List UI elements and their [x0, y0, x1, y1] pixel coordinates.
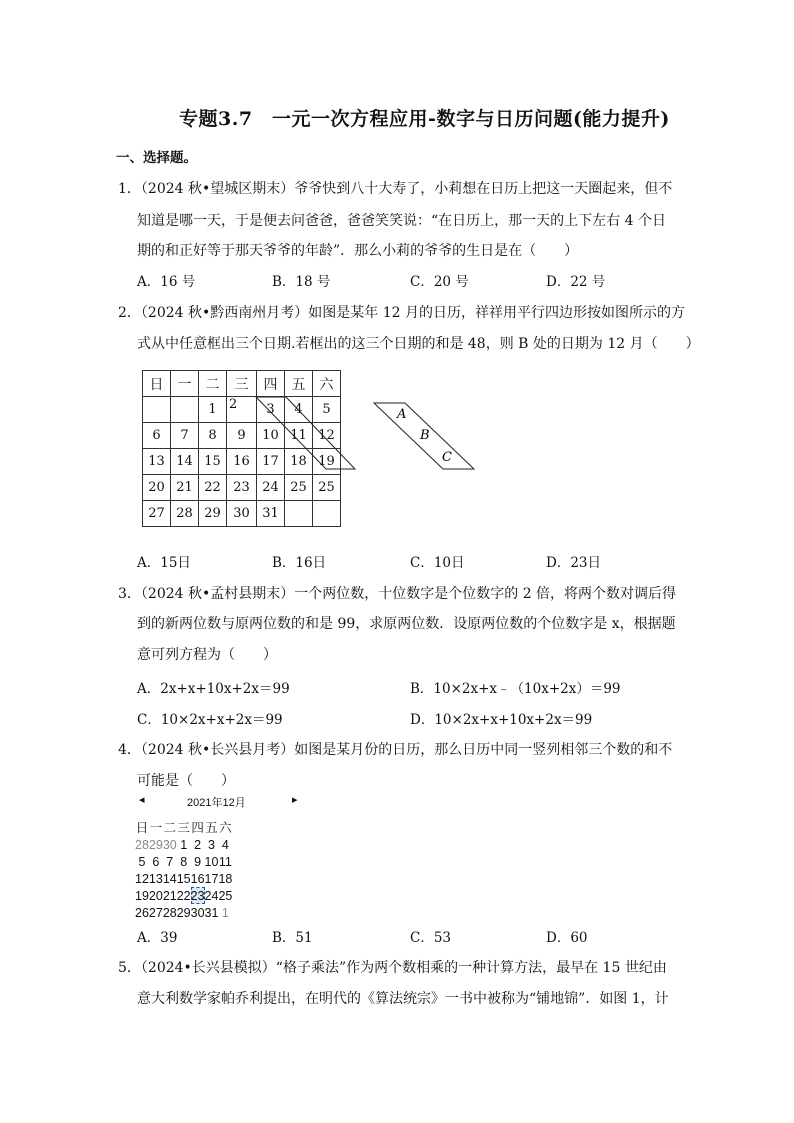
- q4-day[interactable]: 17: [204, 871, 219, 886]
- label-a: A: [397, 407, 407, 422]
- q4-day[interactable]: 8: [180, 854, 188, 869]
- q4-day-selected[interactable]: 23: [190, 888, 205, 903]
- q2-date-cell: 24: [257, 475, 285, 501]
- q2-date-cell: 7: [171, 423, 199, 449]
- q2-date-cell: 25: [313, 475, 341, 501]
- q4-day[interactable]: 7: [166, 854, 174, 869]
- q2-date-cell: 16: [227, 449, 257, 475]
- q2-weekday: 三: [227, 371, 257, 397]
- q4-option-a: A．39: [137, 930, 178, 946]
- q2-date-cell: 5: [313, 397, 341, 423]
- q4-week-row: [135, 853, 232, 870]
- q2-date-cell: 15: [199, 449, 227, 475]
- q2-option-a: A．15日: [137, 555, 191, 571]
- q4-week-row: [135, 887, 232, 904]
- q2-weekday: 一: [171, 371, 199, 397]
- q1-line-3: 期的和正好等于那天爷爷的年龄”．那么小莉的爷爷的生日是在（ ）: [137, 243, 579, 259]
- q4-line-1: 4．（2024 秋•长兴县月考）如图是某月份的日历，那么日历中同一竖列相邻三个数的和不: [118, 742, 673, 758]
- prev-month-icon[interactable]: ◂: [139, 794, 145, 806]
- q2-weekday: 六: [313, 371, 341, 397]
- q4-day[interactable]: 18: [218, 871, 233, 886]
- q1-line-1: 1．（2024 秋•望城区期末）爷爷快到八十大寿了，小莉想在日历上把这一天圈起来，但不: [118, 181, 673, 197]
- q4-weekday: 四: [191, 821, 204, 835]
- q2-date-cell: 8: [199, 423, 227, 449]
- q1-option-c: C．20 号: [410, 274, 469, 290]
- q2-date-cell: 19: [313, 449, 341, 475]
- q4-day[interactable]: 12: [135, 871, 149, 886]
- q4-day[interactable]: 20: [148, 888, 163, 903]
- q4-weekday-row: [135, 818, 232, 836]
- q2-date-cell: 30: [227, 501, 257, 527]
- q4-day[interactable]: 26: [135, 905, 149, 920]
- q2-date-cell: 2: [227, 397, 257, 423]
- q2-date-cell: 14: [171, 449, 199, 475]
- q4-day[interactable]: 27: [148, 905, 163, 920]
- q4-day[interactable]: 3: [208, 837, 215, 852]
- q4-calendar-grid: [135, 818, 232, 921]
- q4-day[interactable]: 15: [176, 871, 191, 886]
- page-title: 专题3.7 一元一次方程应用-数字与日历问题(能力提升): [179, 108, 670, 130]
- q2-date-cell: 18: [285, 449, 313, 475]
- calendar-parallelogram-frame: [256, 397, 355, 469]
- q2-option-b: B．16日: [272, 555, 327, 571]
- q4-day[interactable]: 25: [218, 888, 233, 903]
- q2-date-cell: 25: [285, 475, 313, 501]
- q4-day-other-month[interactable]: 29: [148, 837, 163, 852]
- q4-weekday: 六: [219, 821, 232, 835]
- q4-day-other-month[interactable]: 28: [135, 837, 149, 852]
- q2-date-cell: 1: [199, 397, 227, 423]
- q2-line-1: 2．（2024 秋•黔西南州月考）如图是某年 12 月的日历，祥祥用平行四边形按如图所示的方: [118, 305, 685, 321]
- q4-day[interactable]: 16: [190, 871, 205, 886]
- q2-date-cell: 3: [257, 397, 285, 423]
- q2-date-cell: 13: [143, 449, 171, 475]
- q1-option-b: B．18 号: [272, 274, 331, 290]
- q3-line-1: 3．（2024 秋•孟村县期末）一个两位数，十位数字是个位数字的 2 倍，将两个数对调后得: [118, 586, 677, 602]
- q3-line-3: 意可列方程为（ ）: [137, 647, 277, 663]
- q2-weekday: 五: [285, 371, 313, 397]
- q4-day[interactable]: 2: [194, 837, 202, 852]
- q4-day[interactable]: 30: [190, 905, 205, 920]
- q2-date-cell: 11: [285, 423, 313, 449]
- q2-date-cell: 20: [143, 475, 171, 501]
- q4-day[interactable]: 9: [194, 854, 202, 869]
- q4-calendar-header: [135, 792, 305, 810]
- q4-day[interactable]: 5: [138, 854, 146, 869]
- q2-date-cell: 9: [227, 423, 257, 449]
- q2-weekday: 日: [143, 371, 171, 397]
- q4-weekday: 日: [135, 821, 149, 835]
- q1-option-d: D．22 号: [546, 274, 606, 290]
- q4-weekday: 三: [177, 821, 190, 835]
- q4-day[interactable]: 14: [162, 871, 177, 886]
- q4-day[interactable]: 11: [218, 854, 232, 869]
- q4-day[interactable]: 21: [162, 888, 177, 903]
- q2-date-cell: 12: [313, 423, 341, 449]
- q2-option-d: D．23日: [546, 555, 602, 571]
- q4-week-row: [135, 836, 232, 853]
- q4-day[interactable]: 6: [152, 854, 160, 869]
- q5-line-2: 意大利数学家帕乔利提出，在明代的《算法统宗》一书中被称为“铺地锦”．如图 1，计: [137, 991, 669, 1007]
- q2-option-c: C．10日: [410, 555, 465, 571]
- month-label: 2021年12月: [187, 797, 246, 809]
- q1-option-a: A．16 号: [137, 274, 196, 290]
- q4-option-c: C．53: [410, 930, 452, 946]
- q2-weekday: 四: [257, 371, 285, 397]
- label-b: B: [420, 428, 430, 443]
- q4-week-row: [135, 904, 232, 921]
- q2-line-2: 式从中任意框出三个日期.若框出的这三个日期的和是 48，则 B 处的日期为 12 月（ ）: [137, 336, 700, 352]
- q4-weekday: 一: [149, 821, 163, 835]
- q2-date-cell: 22: [199, 475, 227, 501]
- q4-line-2: 可能是（ ）: [137, 773, 235, 789]
- q3-option-c: C．10×2x+x+2x＝99: [137, 712, 283, 728]
- q2-date-cell: 31: [257, 501, 285, 527]
- next-month-icon[interactable]: ▸: [292, 794, 298, 806]
- q4-day[interactable]: 19: [135, 888, 149, 903]
- q4-weekday: 五: [205, 821, 218, 835]
- q4-day[interactable]: 10: [204, 854, 219, 869]
- q5-line-1: 5．（2024•长兴县模拟）“格子乘法”作为两个数相乘的一种计算方法，最早在 15 世纪由: [118, 960, 667, 976]
- q2-date-cell: 10: [257, 423, 285, 449]
- q4-day-other-month[interactable]: 1: [221, 905, 229, 920]
- q2-date-cell: 28: [171, 501, 199, 527]
- q3-option-a: A．2x+x+10x+2x＝99: [137, 681, 290, 697]
- q2-date-cell: 29: [199, 501, 227, 527]
- q4-day[interactable]: 1: [180, 837, 188, 852]
- q4-day[interactable]: 28: [162, 905, 177, 920]
- q4-day-other-month[interactable]: 30: [162, 837, 177, 852]
- q4-day[interactable]: 13: [148, 871, 163, 886]
- label-c: C: [442, 450, 452, 465]
- q2-date-cell: 17: [257, 449, 285, 475]
- q4-day[interactable]: 24: [204, 888, 219, 903]
- q2-date-cell: 27: [143, 501, 171, 527]
- q3-option-d: D．10×2x+x+10x+2x＝99: [410, 712, 593, 728]
- q4-option-b: B．51: [272, 930, 313, 946]
- q2-weekday: 二: [199, 371, 227, 397]
- q4-day[interactable]: 31: [204, 905, 219, 920]
- q4-day[interactable]: 4: [221, 837, 229, 852]
- q4-week-row: [135, 870, 232, 887]
- section-heading: 一、选择题。: [116, 150, 197, 166]
- q4-weekday: 二: [163, 821, 177, 835]
- q4-day[interactable]: 29: [176, 905, 191, 920]
- q4-day[interactable]: 22: [176, 888, 191, 903]
- q3-option-b: B．10×2x+x﹣（10x+2x）＝99: [410, 681, 621, 697]
- q2-date-cell: 6: [143, 423, 171, 449]
- q2-date-cell: 4: [285, 397, 313, 423]
- q3-line-2: 到的新两位数与原两位数的和是 99，求原两位数．设原两位数的个位数字是 x，根据题: [137, 616, 676, 632]
- q1-line-2: 知道是哪一天，于是便去问爸爸，爸爸笑笑说：“在日历上，那一天的上下左右 4 个日: [137, 213, 666, 229]
- q2-date-cell: 23: [227, 475, 257, 501]
- q2-date-cell: 21: [171, 475, 199, 501]
- q4-option-d: D．60: [546, 930, 588, 946]
